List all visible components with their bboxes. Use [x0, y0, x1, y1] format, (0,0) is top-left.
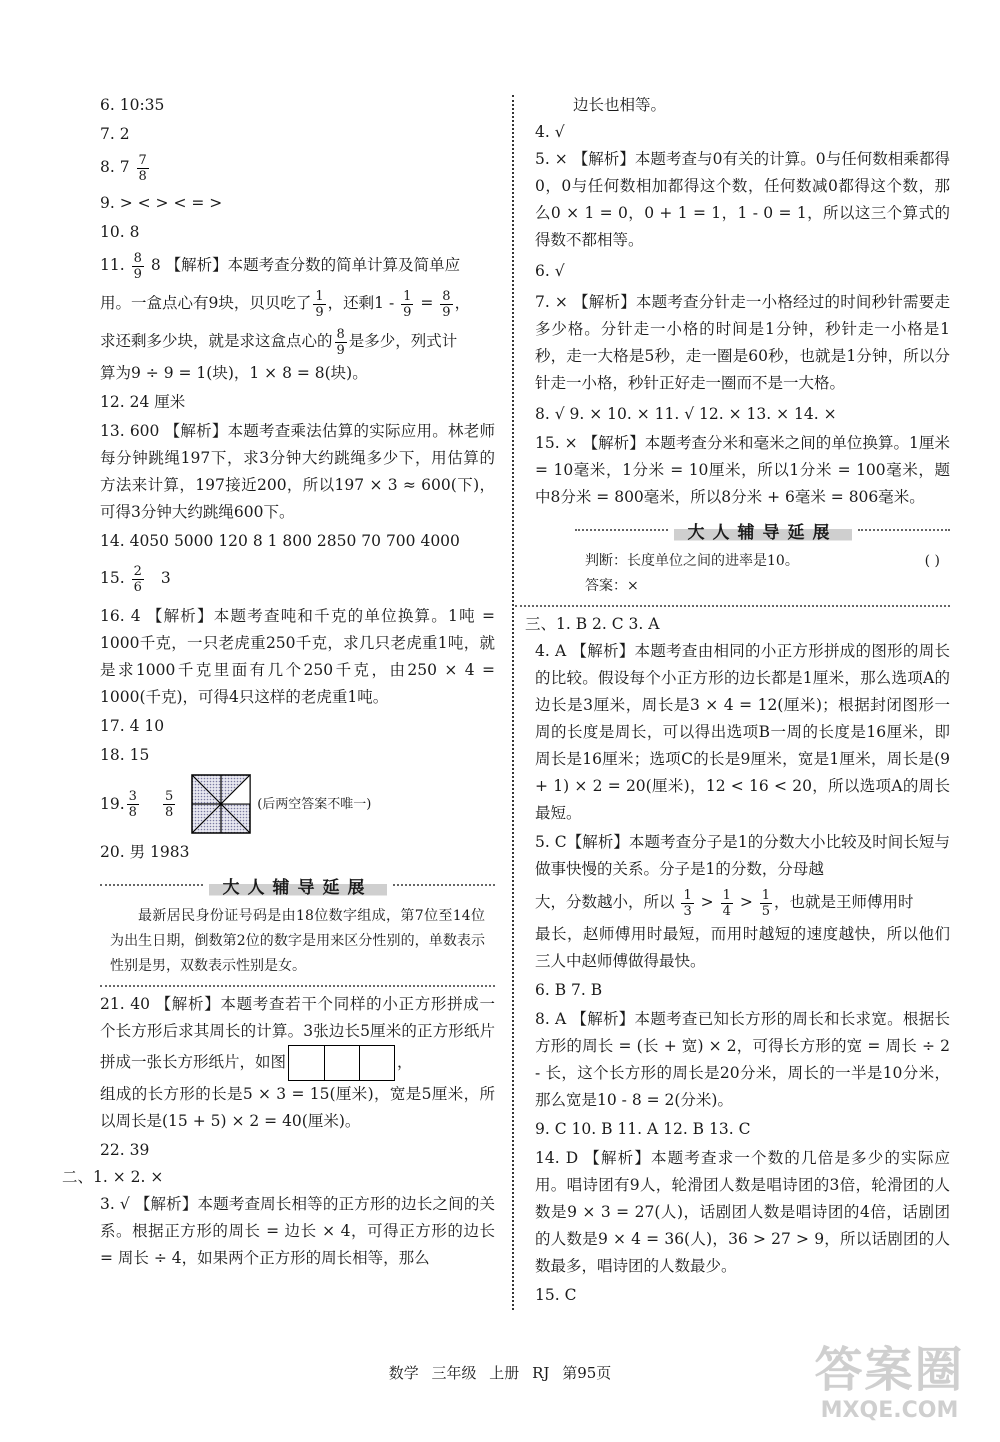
section-3-head: 三、1. B 2. C 3. A [525, 615, 660, 633]
answer-11-line3: 求还剩多少块，就是求这盒点心的 $\frac{8}{9}$ 是多少，列式计 [100, 326, 458, 358]
extension-end-line-right [515, 605, 950, 607]
watermark-logo: 答案圈 MXQE.COM [814, 1342, 965, 1423]
answer-r5: 5. × 【解析】本题考查与0有关的计算。0与任何数相乘都得0，0与任何数相加都得这个数，任何数减0都得这个数，那么0 × 1 = 0，0 + 1 = 1，1 - 0 = 1，所以这三个算式的得数不都相等。 [535, 150, 950, 249]
answer-r4: 4. √ [535, 123, 565, 141]
answer-6: 6. 10:35 [100, 96, 165, 114]
section-2-answer-3: 3. √ 【解析】本题考查周长相等的正方形的边长之间的关系。根据正方形的周长 = 边长 × 4，可得正方形的边长 = 周长 ÷ 4，如果两个正方形的周长相等，那么 [100, 1195, 495, 1267]
answer-15: 15. $\frac{2}{6}$ 3 [100, 563, 171, 595]
footer-grade: 三年级 [431, 1364, 477, 1382]
answer-s3-15: 15. C [535, 1286, 577, 1304]
answer-13: 13. 600 【解析】本题考查乘法估算的实际应用。林老师每分钟跳绳197下，求3分钟大约跳绳多少下，用估算的方法来计算，197接近200，所以197 × 3 ≈ 600(下)，可得3分钟大约跳绳600下。 [100, 422, 495, 521]
answer-21: 21. 40 【解析】本题考查若干个同样的小正方形拼成一个长方形后求其周长的计算。3张边长5厘米的正方形纸片拼成一张长方形纸片，如图 ， [100, 991, 495, 1081]
extension-header-right [535, 515, 950, 545]
answer-11-line4: 算为9 ÷ 9 = 1(块)，1 × 8 = 8(块)。 [100, 364, 368, 382]
left-column [62, 92, 495, 1272]
section-2-head: 二、1. × 2. × [62, 1168, 164, 1186]
answer-r8-14: 8. √ 9. × 10. × 11. √ 12. × 13. × 14. × [535, 405, 837, 423]
answer-19: 19. 3 8 5 8 (后两空答案不唯一) [100, 771, 495, 837]
extension-text: 最新居民身份证号码是由18位数字组成，第7位至14位为出生日期，倒数第2位的数字是用来区分性别的，单数表示性别是男，双数表示性别是女。 [110, 908, 485, 974]
extension-end-line [100, 985, 495, 987]
column-divider [512, 95, 514, 1310]
answer-9: 9. > < > < = > [100, 194, 223, 212]
answer-s3-6-7: 6. B 7. B [535, 981, 603, 999]
answer-17: 17. 4 10 [100, 717, 165, 735]
answer-s3-4: 4. A 【解析】本题考查由相同的小正方形拼成的图形的周长的比较。假设每个小正方形的边长都是1厘米，那么选项A的边长是3厘米，周长是3 × 4 = 12(厘米)；根据封闭图形一周的长度是周长，可以得出选项B一周的长度是16厘米，即周长是16厘米；选项C的长是9厘米，宽是1厘米，周长是(9 + 1) × 2 = 20(厘米)，12 < 16 < 20，所以选项A的周长最短。 [535, 642, 950, 822]
answer-8: 8. 7 $\frac{7}{8}$ [100, 152, 147, 184]
answer-22: 22. 39 [100, 1141, 150, 1159]
answer-s3-5-fractions: 大，分数越小，所以 $\frac{1}{3}$ > $\frac{1}{4}$ > $\frac{1}{5}$ ，也就是王师傅用时 [535, 887, 914, 919]
extension-header [100, 870, 495, 900]
answer-s3-5-cont: 最长，赵师傅用时最短，而用时越短的速度越快，所以他们三人中赵师傅做得最快。 [535, 925, 950, 970]
answer-16: 16. 4 【解析】本题考查吨和千克的单位换算。1吨 = 1000千克，一只老虎重250千克，求几只老虎重1吨，就是求1000千克里面有几个250千克，由250 × 4 = 1000(千克)，可得4只这样的老虎重1吨。 [100, 607, 495, 706]
shaded-square-diagram [191, 774, 251, 834]
answer-r7: 7. × 【解析】本题考查分针走一小格经过的时间秒针需要走多少格。分针走一小格的时间是1分钟，秒针走一小格是1秒，走一大格是5秒，走一圈是60秒，也就是1分钟，所以分针走一小格，秒针正好走一圈而不是一大格。 [535, 293, 950, 392]
answer-s3-8: 8. A 【解析】本题考查已知长方形的周长和长求宽。根据长方形的周长 = (长 + 宽) × 2，可得长方形的宽 = 周长 ÷ 2 - 长，这个长方形的周长是20分米，周长的一半是10分米，那么宽是10 - 8 = 2(分米)。 [535, 1010, 950, 1109]
extension-title-right: 大人辅导延展 [674, 516, 852, 545]
extension-question: 判断：长度单位之间的进率是10。 ( ) [585, 553, 940, 569]
answer-14: 14. 4050 5000 120 8 1 800 2850 70 700 4000 [100, 532, 460, 550]
answer-7: 7. 2 [100, 125, 130, 143]
answer-s3-5: 5. C【解析】本题考查分子是1的分数大小比较及时间长短与做事快慢的关系。分子是1的分数，分母越 [535, 833, 950, 878]
answer-11: 11. $\frac{8}{9}$ 8 【解析】本题考查分数的简单计算及简单应 [100, 250, 461, 282]
footer-edition: RJ [532, 1364, 550, 1382]
footer-subject: 数学 [388, 1364, 419, 1382]
extension-answer: 答案：× [585, 578, 639, 594]
rectangle-diagram [288, 1045, 395, 1081]
answer-11-line2: 用。一盒点心有9块，贝贝吃了 $\frac{1}{9}$ ，还剩1 - $\frac{1}{9}$ = $\frac{8}{9}$ ， [100, 288, 471, 320]
right-column [525, 92, 950, 1309]
footer-volume: 上册 [489, 1364, 520, 1382]
right-continuation: 边长也相等。 [573, 96, 667, 114]
answer-18: 18. 15 [100, 746, 150, 764]
answer-s3-9-13: 9. C 10. B 11. A 12. B 13. C [535, 1120, 751, 1138]
answer-s3-14: 14. D 【解析】本题考查求一个数的几倍是多少的实际应用。唱诗团有9人，轮滑团人数是唱诗团的3倍，轮滑团的人数是9 × 3 = 27(人)，话剧团人数是唱诗团的4倍，话剧团的人数是9 × 4 = 36(人)，36 > 27 > 9，所以话剧团的人数最多，唱诗团的人数最少。 [535, 1149, 950, 1275]
footer-page-number: 第95页 [562, 1364, 612, 1382]
extension-title: 大人辅导延展 [209, 871, 387, 900]
answer-10: 10. 8 [100, 223, 140, 241]
answer-20: 20. 男 1983 [100, 843, 190, 861]
answer-12: 12. 24 厘米 [100, 393, 186, 411]
answer-r6: 6. √ [535, 262, 565, 280]
answer-21-cont: 组成的长方形的长是5 × 3 = 15(厘米)，宽是5厘米，所以周长是(15 + 5) × 2 = 40(厘米)。 [100, 1085, 495, 1130]
answer-r15: 15. × 【解析】本题考查分米和毫米之间的单位换算。1厘米 = 10毫米，1分米 = 10厘米，所以1分米 = 100毫米，题中8分米 = 800毫米，所以8分米 + 6毫米 = 806毫米。 [535, 434, 950, 506]
